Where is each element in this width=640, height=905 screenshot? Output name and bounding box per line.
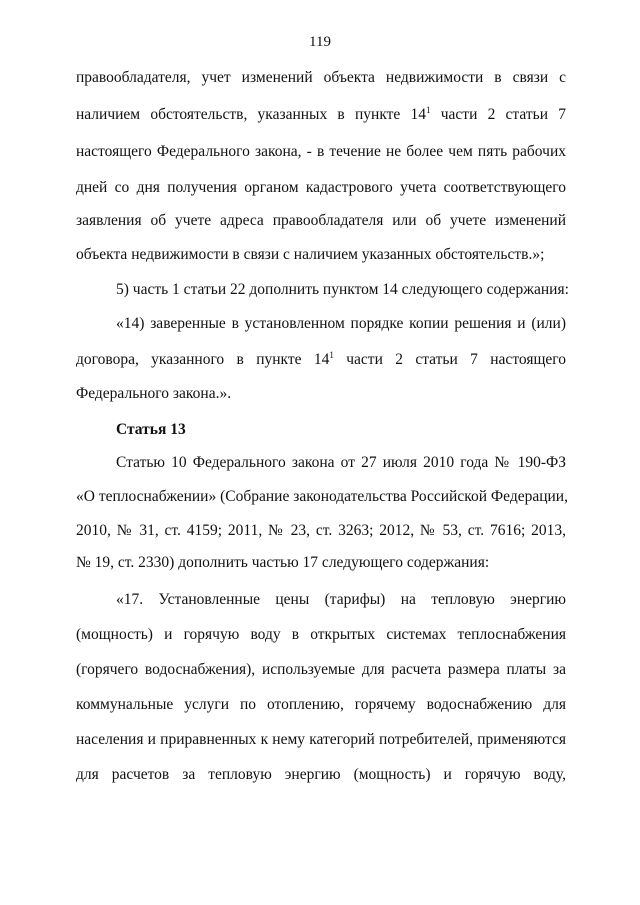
text-fragment: наличием обстоятельств, указанных в пункте 14	[76, 106, 427, 123]
superscript: 1	[329, 350, 334, 360]
superscript: 1	[426, 105, 431, 115]
text-line: коммунальные услуги по отоплению, горячему водоснабжению для	[76, 696, 566, 713]
text-line: населения и приравненных к нему категорий потребителей, применяются	[76, 731, 566, 748]
text-line: объекта недвижимости в связи с наличием указанных обстоятельств.»;	[76, 246, 545, 263]
text-line: 5) часть 1 статьи 22 дополнить пунктом 14 следующего содержания:	[116, 281, 569, 298]
text-line: «О теплоснабжении» (Собрание законодательства Российской Федерации,	[76, 488, 568, 505]
text-line: дней со дня получения органом кадастрового учета соответствующего	[76, 179, 566, 196]
article-heading: Статья 13	[116, 421, 186, 438]
page-number: 119	[309, 34, 331, 50]
text-line: заявления об учете адреса правообладателя или об учете изменений	[76, 212, 566, 229]
text-fragment: части 2 статьи 7 настоящего	[333, 351, 567, 368]
text-line: «14) заверенные в установленном порядке копии решения и (или)	[116, 315, 566, 332]
text-line: Федерального закона.».	[76, 385, 232, 402]
text-line: для расчетов за тепловую энергию (мощность) и горячую воду,	[76, 766, 566, 783]
text-fragment: договора, указанного в пункте 14	[76, 351, 330, 368]
text-line: «17. Установленные цены (тарифы) на тепловую энергию	[116, 591, 566, 608]
text-line: настоящего Федерального закона, - в течение не более чем пять рабочих	[76, 143, 566, 160]
text-line	[76, 105, 566, 125]
text-fragment: части 2 статьи 7	[430, 106, 566, 123]
text-line	[76, 350, 566, 370]
text-line: правообладателя, учет изменений объекта недвижимости в связи с	[76, 69, 566, 86]
text-line: 2010, № 31, ст. 4159; 2011, № 23, ст. 3263; 2012, № 53, ст. 7616; 2013,	[76, 522, 566, 539]
text-line: Статью 10 Федерального закона от 27 июля 2010 года № 190-ФЗ	[116, 454, 566, 471]
text-line: (мощность) и горячую воду в открытых системах теплоснабжения	[76, 626, 566, 643]
text-line: (горячего водоснабжения), используемые для расчета размера платы за	[76, 661, 566, 678]
text-line: № 19, ст. 2330) дополнить частью 17 следующего содержания:	[76, 554, 490, 571]
